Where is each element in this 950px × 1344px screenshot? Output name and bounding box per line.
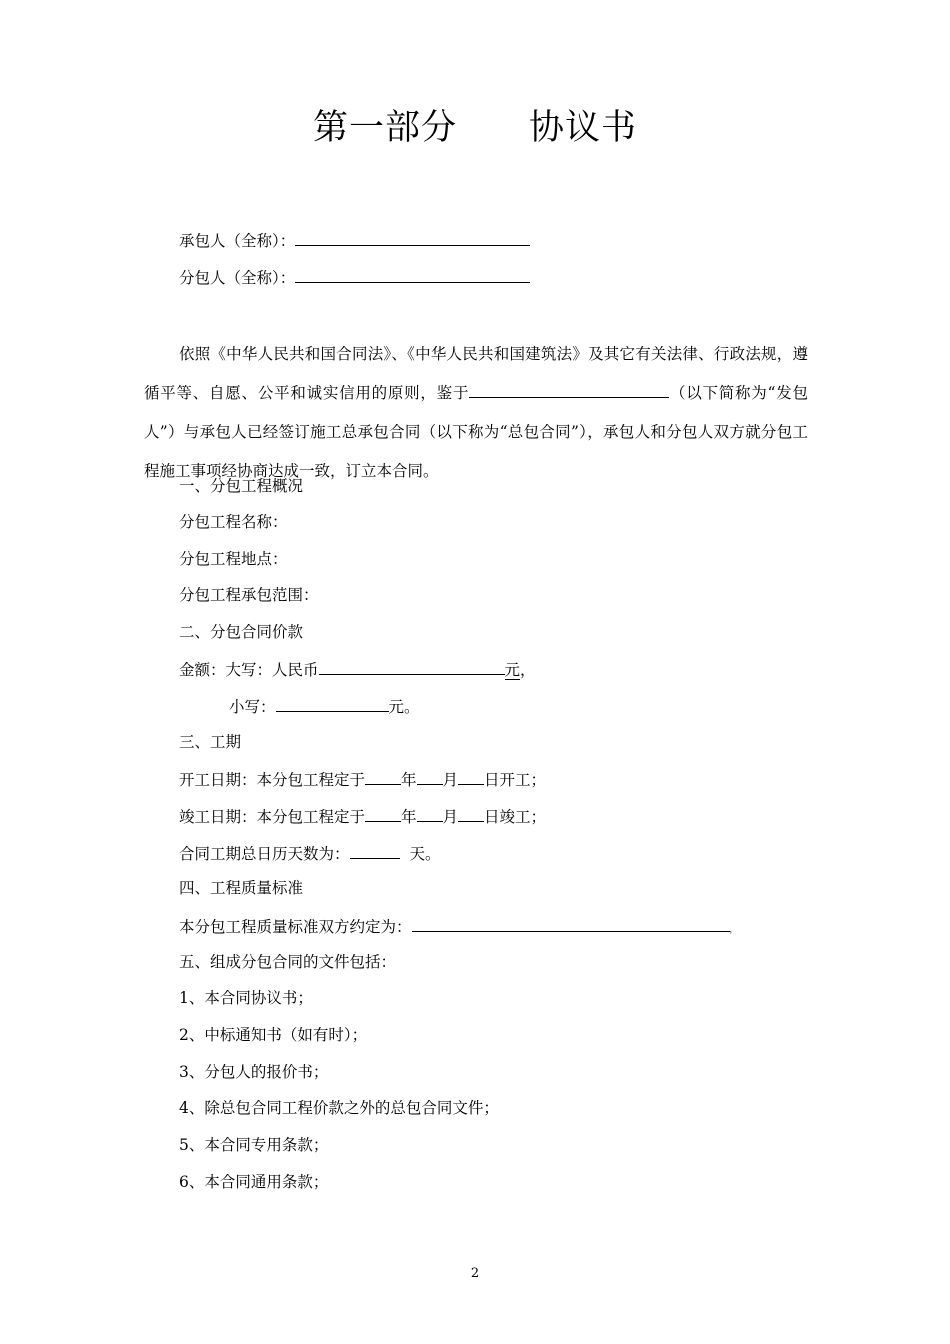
end-month: 月 [442, 808, 459, 826]
section3-heading: 三、工期 [179, 733, 242, 751]
end-suffix: 日竣工； [484, 808, 547, 826]
document-item: 1、本合同协议书； [179, 989, 313, 1007]
intro-part2: （以下简称为“发包人”）与承包人已经签订施工总承包合同（以下称为“总包合同”），承包人和分包人双方就分包工程施工事项经协商达成一致，订立本合同。 [144, 384, 808, 480]
subcontractor-blank[interactable] [295, 266, 530, 283]
subcontractor-line [179, 266, 530, 288]
amount-uppercase-blank[interactable] [319, 658, 505, 675]
amount-yuan: 元 [504, 661, 521, 679]
total-days-line [179, 842, 441, 864]
total-days-blank[interactable] [350, 842, 400, 859]
subcontractor-label: 分包人（全称）： [179, 269, 296, 287]
start-year-blank[interactable] [365, 768, 401, 785]
start-prefix: 开工日期：本分包工程定于 [179, 771, 366, 789]
start-year: 年 [401, 771, 417, 789]
project-name-label: 分包工程名称： [179, 513, 288, 531]
amount-label: 金额：大写：人民币 [179, 661, 319, 679]
quality-blank[interactable] [412, 915, 730, 932]
amount-comma: ， [520, 661, 536, 679]
days-label: 天。 [409, 845, 441, 863]
start-month-blank[interactable] [417, 768, 443, 785]
end-year: 年 [401, 808, 417, 826]
project-location-label: 分包工程地点： [179, 550, 288, 568]
amount-line [179, 658, 536, 680]
end-month-blank[interactable] [417, 805, 443, 822]
section2-heading: 二、分包合同价款 [179, 623, 304, 641]
start-month: 月 [442, 771, 459, 789]
contractor-line [179, 229, 530, 251]
quality-line [179, 915, 738, 940]
intro-paragraph [144, 335, 808, 491]
contractor-label: 承包人（全称）： [179, 232, 296, 250]
quality-end-mark: ， [729, 925, 738, 934]
page-number: 2 [470, 1266, 480, 1281]
end-year-blank[interactable] [365, 805, 401, 822]
start-date-line [179, 768, 546, 790]
end-day-blank[interactable] [458, 805, 484, 822]
quality-label: 本分包工程质量标准双方约定为： [179, 918, 412, 936]
title-name: 协议书 [529, 108, 638, 148]
contractor-blank[interactable] [295, 229, 530, 246]
small-label: 小写： [229, 698, 276, 716]
section1-heading: 一、分包工程概况 [179, 477, 304, 495]
amount-lowercase-blank[interactable] [276, 695, 389, 712]
total-label: 合同工期总日历天数为： [179, 845, 350, 863]
intro-part1: 依照《中华人民共和国合同法》、《中华人民共和国建筑法》及其它有关法律、行政法规，遵循平等、自愿、公平和诚实信用的原则，鉴于 [144, 345, 808, 402]
document-item: 4、除总包合同工程价款之外的总包合同文件； [179, 1099, 499, 1117]
project-scope-label: 分包工程承包范围： [179, 586, 319, 604]
employer-blank[interactable] [469, 381, 669, 398]
small-yuan: 元。 [388, 698, 420, 716]
title-part: 第一部分 [312, 108, 457, 148]
start-day-blank[interactable] [458, 768, 484, 785]
section4-heading: 四、工程质量标准 [179, 879, 304, 897]
amount-small-line [229, 695, 420, 717]
document-item: 2、中标通知书（如有时）； [179, 1026, 368, 1044]
end-prefix: 竣工日期：本分包工程定于 [179, 808, 366, 826]
section5-heading: 五、组成分包合同的文件包括： [179, 953, 397, 971]
start-suffix: 日开工； [484, 771, 547, 789]
page-title [0, 100, 950, 150]
document-item: 6、本合同通用条款； [179, 1173, 329, 1191]
document-item: 3、分包人的报价书； [179, 1063, 329, 1081]
end-date-line [179, 805, 546, 827]
document-item: 5、本合同专用条款； [179, 1136, 329, 1154]
